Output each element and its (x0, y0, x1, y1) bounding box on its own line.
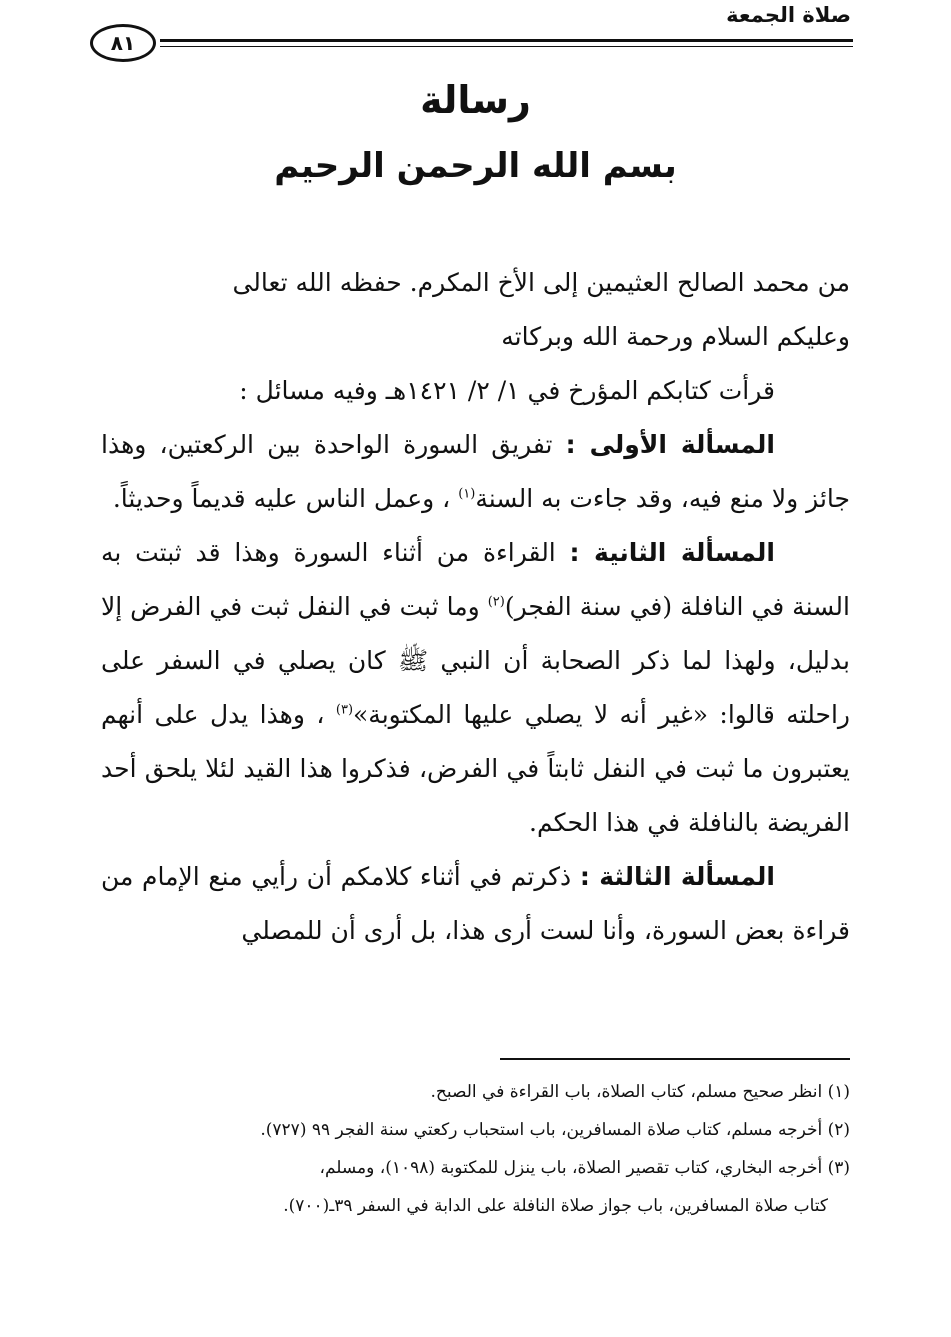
issue-2-label: المسألة الثانية : (569, 538, 775, 567)
footnote-ref-3: (٣) (335, 702, 354, 718)
issue-3-label: المسألة الثالثة : (579, 862, 775, 891)
greeting-line: من محمد الصالح العثيمين إلى الأخ المكرم. حفظه الله تعالى (232, 268, 850, 297)
running-title: صلاة الجمعة (726, 3, 851, 27)
letter-body (101, 256, 850, 958)
letter-title: رسالة (420, 78, 531, 122)
footnotes (101, 1073, 850, 1225)
salam-line: وعليكم السلام ورحمة الله وبركاته (501, 322, 850, 351)
header-rule-thin (160, 46, 853, 47)
basmala: بسم الله الرحمن الرحيم (274, 146, 677, 186)
footnote-3-continued: كتاب صلاة المسافرين، باب جواز صلاة النافلة على الدابة في السفر ٣٩ـ(٧٠٠). (283, 1196, 828, 1216)
footnote-separator (500, 1058, 850, 1060)
issue-3-paragraph (101, 850, 850, 958)
issue-1-label: المسألة الأولى : (565, 430, 775, 459)
intro-line: قرأت كتابكم المؤرخ في ١/ ٢/ ١٤٢١هـ وفيه مسائل : (239, 376, 775, 405)
footnote-2: (٢) أخرجه مسلم، كتاب صلاة المسافرين، باب استحباب ركعتي سنة الفجر ٩٩ (٧٢٧). (260, 1120, 850, 1140)
issue-1-paragraph (101, 418, 850, 526)
header-rule (160, 39, 853, 42)
footnote-1: (١) انظر صحيح مسلم، كتاب الصلاة، باب القراءة في الصبح. (430, 1082, 850, 1102)
issue-2-text-c: ، وهذا يدل على أنهم يعتبرون ما ثبت في النفل ثابتاً في الفرض، فذكروا هذا القيد لئلا يلحق أحد الفريضة بالنافلة في هذا الحكم. (101, 700, 850, 837)
issue-2-text-b: وما ثبت في النفل ثبت في الفرض إلا بدليل، ولهذا لما ذكر الصحابة أن النبي ﷺ كان يصلي في السفر على راحلته قالوا: «غير أنه لا يصلي عليها المكتوبة» (101, 592, 851, 729)
issue-2-paragraph (101, 526, 850, 850)
issue-1-text-a: تفريق السورة الواحدة بين الركعتين، وهذا جائز ولا منع فيه، وقد جاءت به السنة (101, 430, 850, 513)
issue-2-text-a: القراءة من أثناء السورة وهذا قد ثبتت به السنة في النافلة (في سنة الفجر) (101, 538, 850, 621)
issue-3-text: ذكرتم في أثناء كلامكم أن رأيي منع الإمام من قراءة بعض السورة، وأنا لست أرى هذا، بل أرى أن للمصلي (101, 862, 850, 945)
footnote-ref-1: (١) (458, 486, 476, 502)
issue-1-text-b: ، وعمل الناس عليه قديماً وحديثاً. (112, 484, 459, 513)
footnote-ref-2: (٢) (487, 594, 505, 610)
page-number: ٨١ (90, 24, 156, 62)
footnote-3: (٣) أخرجه البخاري، كتاب تقصير الصلاة، باب ينزل للمكتوبة (١٠٩٨)، ومسلم، (319, 1158, 850, 1178)
